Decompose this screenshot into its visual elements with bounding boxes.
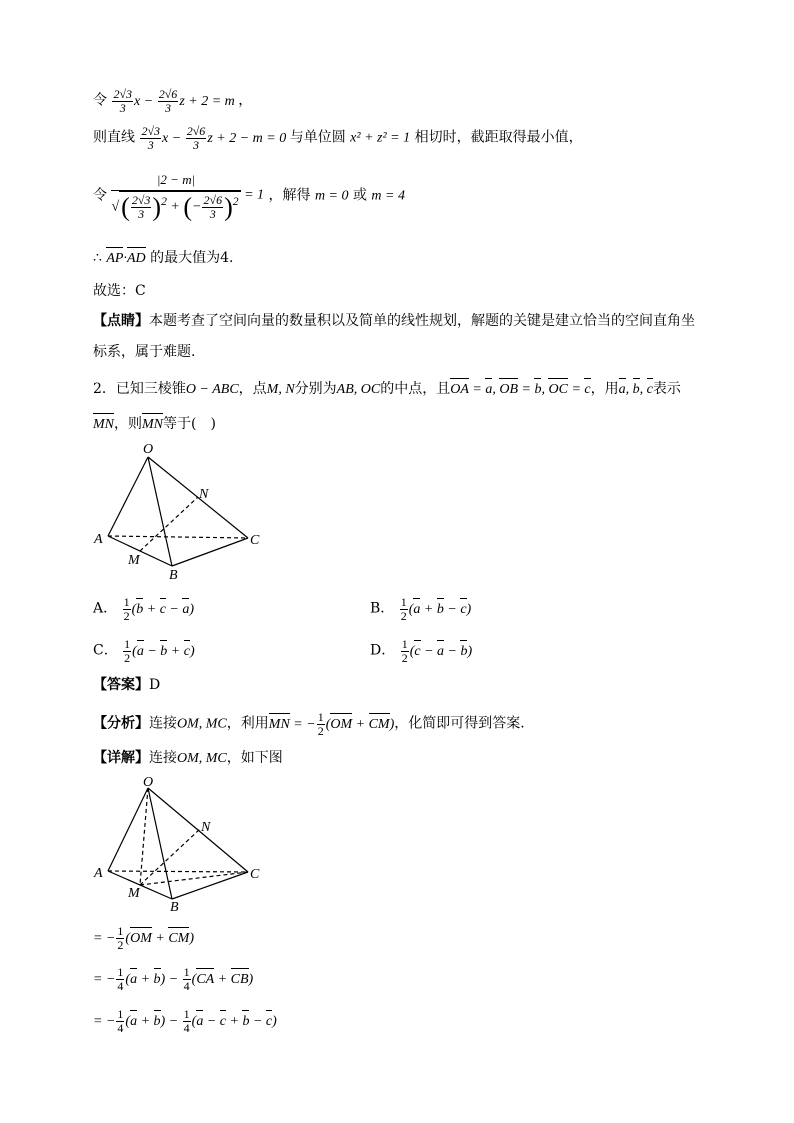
analysis-label: 【分析】 (93, 715, 149, 732)
detail-segments: OM, MC (177, 751, 227, 766)
pyramid-figure-2 (90, 775, 270, 915)
answer-label: 【答案】 (93, 677, 149, 693)
label-o: O (143, 442, 154, 457)
line2-suffix: 相切时，截距取得最小值， (414, 129, 583, 146)
comment-line-2: 标系，属于难题. (93, 344, 196, 360)
derivation-step-2 (93, 966, 253, 993)
vector-definitions: OA = a, OB = b, OC = c (450, 382, 590, 397)
equation-line-1 (93, 88, 252, 115)
line3-prefix: 令 (93, 187, 107, 204)
q2-text-b: ，点 (238, 381, 267, 397)
q2-text-c: 分别为 (294, 381, 337, 397)
label-a: A (94, 532, 103, 547)
option-a-expr: $\frac{1}{2}$ (b + c − a) (123, 595, 195, 623)
unit-circle-formula: x² + z² = 1 (350, 130, 411, 146)
step-3-expr: = − $\frac{1}{4}$ (a + b) − $\frac{1}{4}$ (a − c + b − c) (93, 1007, 277, 1035)
question-2-line-2 (93, 414, 216, 435)
line1-formula: $\frac{2√3}{3}$ x − $\frac{2√6}{3}$ z + 2 = m (113, 87, 239, 115)
line2-prefix: 则直线 (93, 129, 135, 146)
line3-suffix: ，解得 (268, 187, 311, 204)
option-c[interactable] (93, 638, 195, 665)
option-d-label: D． (370, 642, 396, 659)
label-m-2: M (128, 886, 140, 901)
analysis-text-b: ，利用 (226, 715, 269, 732)
q2-text-a: 已知三棱锥 (115, 381, 186, 397)
q2-text-e: ，用 (590, 381, 619, 397)
conclusion-line: ∴ AP·AD 的最大值为4. (93, 248, 233, 269)
max-value: 4 (220, 250, 230, 266)
equation-line-2 (93, 125, 583, 152)
label-m: M (128, 553, 140, 568)
q2-text-h: 等于( ) (163, 416, 216, 432)
vector-mn-2: MN (142, 417, 163, 432)
option-b-expr: $\frac{1}{2}$ (a + b − c) (400, 595, 472, 623)
option-d[interactable] (370, 638, 472, 665)
derivation-step-3 (93, 1008, 277, 1035)
comment-text-1: 本题考查了空间向量的数量积以及简单的线性规划，解题的关键是建立恰当的空间直角坐 (149, 313, 695, 329)
pyramid-figure-1 (90, 440, 270, 585)
therefore-symbol: ∴ (93, 250, 102, 266)
solution-m0: m = 0 (314, 188, 349, 204)
q2-text-d: 的中点，且 (380, 381, 451, 397)
detail-text-a: 连接 (149, 750, 177, 766)
q2-text-f: 表示 (652, 381, 681, 397)
distance-formula: |2 − m| √( $\frac{2√3}{3}$ )$^2$ + (− $\frac{2√6}{3}$ )$^2$ = 1 (111, 172, 265, 222)
analysis-text-a: 连接 (149, 715, 177, 732)
option-a[interactable] (93, 596, 194, 623)
line2-mid: 与单位圆 (289, 129, 346, 146)
label-o-2: O (143, 775, 154, 790)
points-mn: M, N (266, 382, 295, 397)
line4-suffix: 的最大值为 (150, 250, 221, 266)
question-2-line-1 (93, 379, 681, 400)
line1-prefix: 令 (93, 92, 107, 109)
answer-value: D (149, 677, 161, 693)
label-n-2: N (201, 820, 211, 835)
label-n: N (199, 487, 209, 502)
option-c-expr: $\frac{1}{2}$ (a − b + c) (124, 637, 195, 665)
comment-line-1 (93, 311, 695, 331)
label-b-2: B (170, 900, 179, 915)
segments-om-mc: OM, MC (177, 716, 227, 732)
line1-suffix: ， (238, 92, 253, 109)
option-d-expr: $\frac{1}{2}$ (c − a − b) (401, 637, 473, 665)
analysis-text-c: ，化简即可得到答案. (394, 715, 525, 732)
derivation-step-1 (93, 925, 194, 952)
q2-text-g: ，则 (114, 416, 142, 432)
option-b[interactable] (370, 596, 471, 623)
answer-choice-line: 故选：C (93, 283, 146, 299)
step-2-expr: = − $\frac{1}{4}$ (a + b) − $\frac{1}{4}$ (CA + CB) (93, 965, 254, 993)
option-a-label: A． (93, 600, 118, 617)
vectors-abc: a, b, c (619, 382, 653, 397)
dot-product-expr: AP·AD (106, 251, 145, 266)
step-1-expr: = − $\frac{1}{2}$ (OM + CM) (93, 924, 194, 952)
comment-label: 【点睛】 (93, 313, 149, 329)
label-c-2: C (250, 867, 260, 882)
analysis-formula: MN = − $\frac{1}{2}$ (OM + CM) (268, 710, 395, 738)
label-b: B (169, 568, 178, 583)
question-number: 2． (93, 381, 116, 397)
solution-m4: m = 4 (371, 188, 405, 204)
line2-formula: $\frac{2√3}{3}$ x − $\frac{2√6}{3}$ z + 2 − m = 0 (141, 124, 290, 152)
detail-line (93, 748, 283, 769)
label-a-2: A (94, 866, 103, 881)
analysis-line (93, 711, 525, 738)
option-b-label: B． (370, 600, 395, 617)
segments-ab-oc: AB, OC (336, 382, 381, 397)
pyramid-name: O − ABC (185, 382, 239, 397)
answer-line (93, 675, 160, 695)
detail-text-b: ，如下图 (226, 750, 283, 766)
detail-label: 【详解】 (93, 750, 149, 766)
line3-or: 或 (352, 187, 367, 204)
equation-line-3 (93, 170, 405, 221)
option-c-label: C． (93, 642, 118, 659)
label-c: C (250, 533, 260, 548)
vector-mn: MN (93, 417, 114, 432)
